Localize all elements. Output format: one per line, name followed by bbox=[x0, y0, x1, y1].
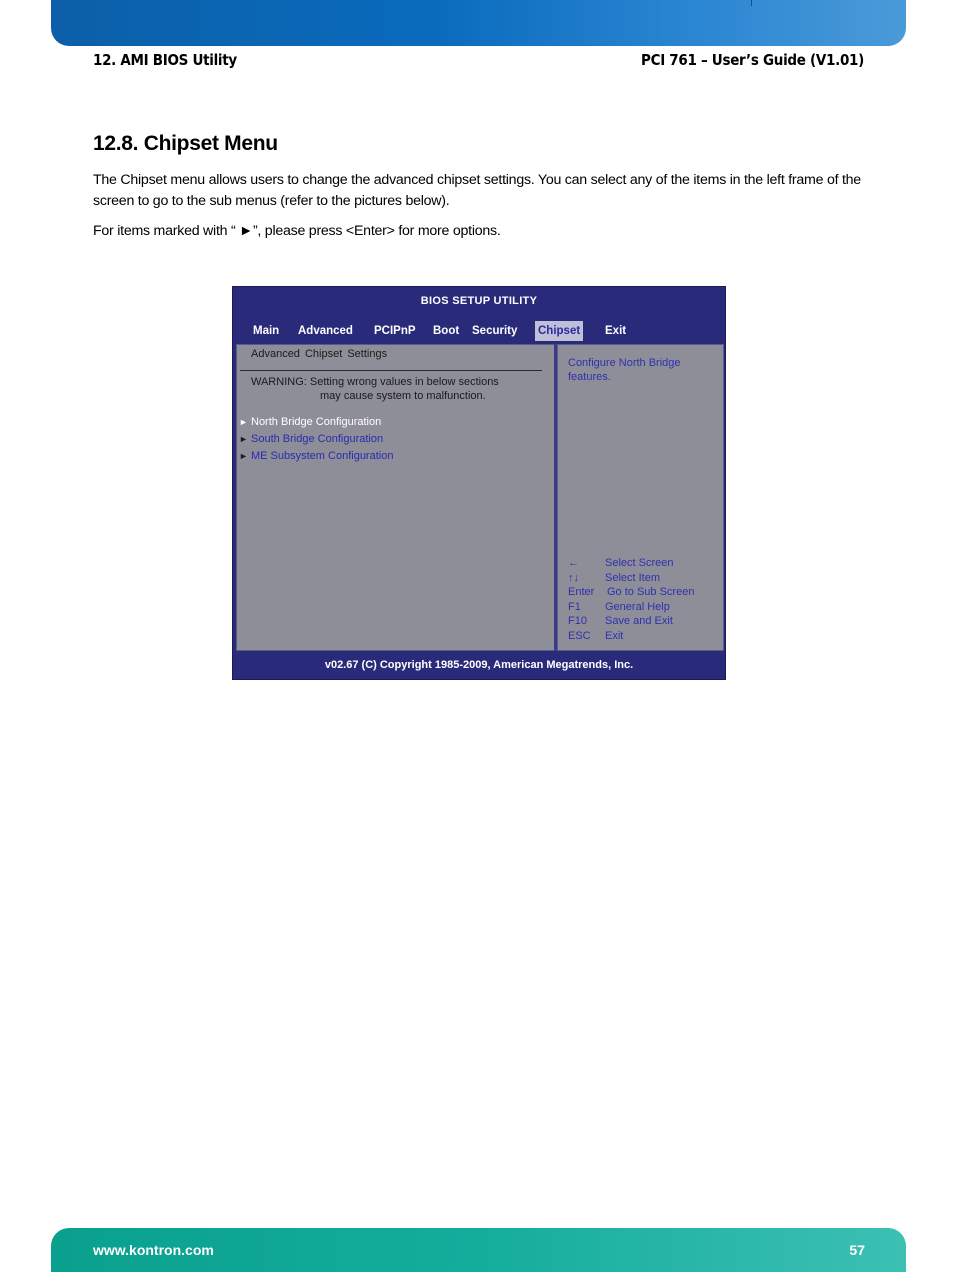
bios-key-legend bbox=[568, 556, 694, 643]
section-title: 12.8. Chipset Menu bbox=[93, 132, 278, 155]
submenu-arrow-icon: ► bbox=[239, 417, 248, 427]
bios-settings-panel bbox=[236, 344, 556, 651]
bios-menu-advanced[interactable]: Advanced bbox=[298, 325, 353, 337]
bios-help-panel bbox=[557, 344, 724, 651]
bios-warning-line1: WARNING: Setting wrong values in below sections bbox=[251, 376, 499, 388]
key-row bbox=[568, 600, 694, 615]
bios-help-text bbox=[568, 356, 681, 384]
key-desc: Save and Exit bbox=[605, 615, 673, 627]
key-row bbox=[568, 556, 694, 571]
bios-menu-exit[interactable]: Exit bbox=[605, 325, 627, 337]
key-desc: Exit bbox=[605, 629, 624, 642]
submenu-arrow-icon: ► bbox=[239, 451, 248, 461]
page-number: 57 bbox=[849, 1242, 865, 1258]
bios-divider-line bbox=[240, 370, 542, 371]
help-line-2: features. bbox=[568, 371, 611, 383]
key-row bbox=[568, 629, 694, 644]
header-doc-title: PCI 761 – User’s Guide (V1.01) bbox=[641, 51, 864, 69]
bios-panel-heading: Advanced Chipset Settings bbox=[251, 348, 388, 360]
enter-instruction: For items marked with “ ►”, please press <Enter> for more options. bbox=[93, 223, 501, 239]
bios-item-north-bridge[interactable] bbox=[239, 416, 381, 428]
key-desc: General Help bbox=[605, 600, 670, 613]
bios-item-label: North Bridge Configuration bbox=[251, 416, 382, 428]
left-arrow-key-icon: ← bbox=[568, 557, 579, 569]
bios-menu-boot[interactable]: Boot bbox=[433, 325, 460, 337]
bios-item-label: ME Subsystem Configuration bbox=[251, 450, 394, 462]
bios-menu-bar bbox=[233, 319, 725, 343]
f1-key: F1 bbox=[568, 600, 581, 613]
bios-item-south-bridge[interactable] bbox=[239, 433, 383, 445]
esc-key: ESC bbox=[568, 629, 591, 642]
help-line-1: Configure North Bridge bbox=[568, 357, 681, 369]
top-banner bbox=[51, 0, 906, 46]
key-desc: Go to Sub Screen bbox=[607, 586, 695, 598]
bios-item-label: South Bridge Configuration bbox=[251, 433, 384, 445]
bios-warning-line2: may cause system to malfunction. bbox=[320, 390, 486, 402]
bios-menu-security[interactable]: Security bbox=[472, 325, 518, 337]
submenu-arrow-icon: ► bbox=[239, 434, 248, 444]
bios-copyright: v02.67 (C) Copyright 1985-2009, American Megatrends, Inc. bbox=[233, 652, 725, 679]
bios-item-me-subsystem[interactable] bbox=[239, 450, 393, 462]
bios-title: BIOS SETUP UTILITY bbox=[420, 295, 538, 307]
bios-menu-chipset[interactable]: Chipset bbox=[535, 321, 583, 341]
header-chapter: 12. AMI BIOS Utility bbox=[93, 51, 237, 69]
key-row bbox=[568, 571, 694, 586]
bios-menu-main[interactable]: Main bbox=[253, 325, 280, 337]
enter-key: Enter bbox=[568, 586, 595, 598]
bios-menu-pcipnp[interactable]: PCIPnP bbox=[374, 325, 416, 337]
key-desc: Select Item bbox=[605, 571, 661, 584]
intro-paragraph: The Chipset menu allows users to change the advanced chipset settings. You can select any of the items in the left frame of the screen to go to the sub menus (refer to the pictures below). bbox=[93, 172, 861, 209]
bios-screenshot bbox=[232, 286, 726, 680]
key-desc: Select Screen bbox=[605, 557, 674, 569]
key-row bbox=[568, 585, 694, 600]
up-down-arrow-key-icon: ↑↓ bbox=[568, 571, 579, 584]
bios-warning bbox=[251, 375, 499, 403]
key-row bbox=[568, 614, 694, 629]
f10-key: F10 bbox=[568, 615, 587, 627]
footer-website-link[interactable]: www.kontron.com bbox=[93, 1242, 214, 1258]
